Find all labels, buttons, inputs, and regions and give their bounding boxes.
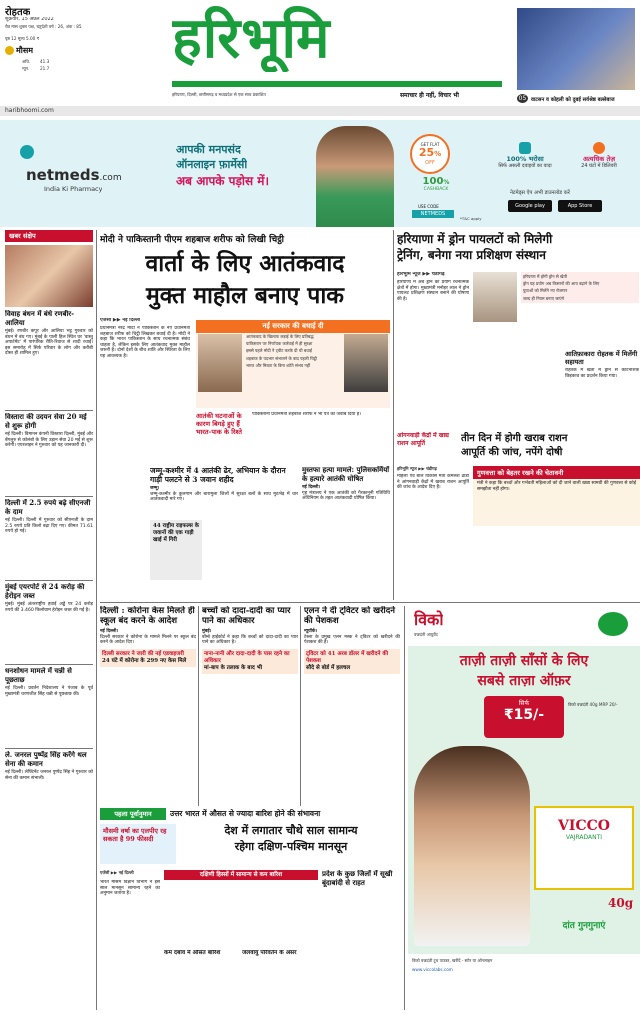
download-text: नेटमेड्स ऐप अभी डाउनलोड करें bbox=[510, 190, 570, 196]
monsoon-sub-headline: दक्षिणी हिस्सों में सामान्य से कम बारिश bbox=[164, 870, 318, 880]
jk-side-title: 44 राष्ट्रीय राइफल्स के जवानों की एक गाड़ी खाई में गिरी bbox=[153, 523, 200, 543]
drone-headline-line1: हरियाणा में ड्रोन पायलटों को मिलेगी bbox=[397, 232, 553, 246]
max-label: अधि. bbox=[22, 59, 31, 64]
vicco-head2: सबसे ताज़ा ऑफ़र bbox=[477, 673, 571, 689]
sidebar-item-text: नई दिल्ली। प्रवर्तन निदेशालय ने पंजाब के पूर्व मुख्यमंत्री चरणजीत सिंह चन्नी से पूछताछ की। bbox=[5, 686, 93, 697]
city: रोहतक bbox=[5, 7, 31, 18]
pak-text: पाकिस्तानी प्रधानमंत्री शहबाज शरीफ ने भी पत्र का जवाब दिया है। bbox=[252, 412, 361, 417]
tc-note: *T&C apply bbox=[460, 216, 482, 221]
min-label: न्यून. bbox=[22, 66, 30, 71]
vicco-product-sub: VAJRADANTI bbox=[565, 834, 603, 841]
twitter-byline: न्यूयॉर्क। bbox=[304, 629, 318, 634]
lead-headline-line2: मुक्त माहौल बनाए पाक bbox=[146, 282, 344, 309]
sidebar-item-title: ले. जनरल पुष्पेंद्र सिंह करेंगे थल सेना की कमान bbox=[5, 751, 87, 768]
delhi-byline: नई दिल्ली। bbox=[100, 629, 119, 634]
sidebar-item-text: मुंबई। रणबीर कपूर और आलिया भट्ट गुरुवार को बंधन में बंध गए। मुंबई के पाली हिल स्थित घर 'वास्तु अपार्टमेंट' में पारंपरिक रीति-रिवाज से शादी रचाई। इस समारोह में सिर्फ परिवार के लोग और करीबी दोस्त ही शामिल हुए। bbox=[5, 329, 93, 357]
min-temp: 21.7 bbox=[40, 66, 50, 71]
jk-headline: जम्मू-कश्मीर में 4 आतंकी ढेर, अभियान के दौरान गाड़ी पलटने से 3 जवान शहीद bbox=[150, 466, 286, 484]
date: शुक्रवार, 15 अप्रैल 2022 bbox=[5, 17, 54, 22]
twitter-body: टेस्ला के प्रमुख एलन मस्क ने ट्विटर को खरीदने की पेशकश की है। bbox=[304, 634, 400, 646]
jk-side-box bbox=[150, 520, 202, 580]
jk-byline: जम्मू। bbox=[150, 486, 160, 491]
delhi-box-text2: 24 घंटे में कोरोना के 299 नए केस मिले bbox=[102, 657, 187, 664]
lead-quote: आतंकी घटनाओं के कारण बिगड़े हुए हैं भारत-पाक के रिश्ते bbox=[196, 412, 243, 436]
mustafa-body: गृह मंत्रालय ने एक आतंकी को गैरकानूनी गतिविधि अधिनियम के तहत आतंकवादी घोषित किया। bbox=[302, 490, 390, 502]
sidebar-item-text: नई दिल्ली। विमानन कंपनी विस्तारा दिल्ली, मुंबई और बेंगलुरु से कोलंबो के लिए उड़ान सेवा 20 मई से शुरू करेगी। एयरलाइन ने गुरुवार को यह जानकारी दी। bbox=[5, 432, 93, 449]
sidebar-photo bbox=[5, 245, 93, 307]
vicco-ad[interactable] bbox=[408, 606, 640, 1010]
twitter-box-text2: सौदे से बोर्ड में हलचल bbox=[306, 664, 351, 671]
vicco-mrp: विको वज्रदंती 40g MRP 20/- bbox=[568, 702, 618, 707]
drone-story[interactable] bbox=[397, 230, 640, 430]
grandparents-story[interactable] bbox=[202, 606, 298, 806]
vicco-header bbox=[408, 606, 640, 646]
badge-trust bbox=[495, 142, 555, 169]
weather-label: मौसम bbox=[16, 46, 34, 55]
monsoon-kicker: उत्तर भारत में औसत से ज्यादा बारिश होने की संभावना bbox=[170, 809, 321, 818]
weather-icon bbox=[5, 46, 14, 55]
badge2-text: 24 घंटों में डिलिवरी bbox=[581, 163, 617, 169]
badge1-text: सिर्फ असली दवाइयों का वादा bbox=[498, 163, 552, 169]
monsoon-byline: एजेंसी ▶▶ नई दिल्ली bbox=[100, 870, 134, 875]
sidebar-item-title: विवाह बंधन में बंधे रणबीर-आलिया bbox=[5, 310, 75, 327]
jk-body: जम्मू-कश्मीर के कुलगाम और बारामुला जिलों में सुरक्षा बलों के साथ मुठभेड़ में चार आतंकवादी मारे गए। bbox=[150, 491, 298, 503]
twitter-box bbox=[304, 649, 400, 674]
lead-box-points bbox=[246, 334, 342, 368]
sidebar-item[interactable] bbox=[5, 310, 93, 408]
teaser-text[interactable]: वाटसन व कोहली को दुबई सर्वश्रेष्ठ बल्लेबाज bbox=[531, 97, 615, 103]
vicco-price-badge bbox=[484, 696, 564, 738]
monsoon-headline-line2: रहेगा दक्षिण-पश्चिम मानसून bbox=[234, 840, 348, 853]
lead-box-point: शहबाज के पदभार संभालने के बाद पहली चिट्ठी bbox=[246, 355, 317, 361]
vicco-head1: ताज़ी ताज़ी साँसों के लिए bbox=[459, 653, 589, 669]
drone-headline-line2: ट्रेनिंग, बनेगा नया प्रशिक्षण संस्थान bbox=[397, 248, 546, 262]
delhi-covid-story[interactable] bbox=[100, 606, 196, 806]
ration-box-text: मंत्री ने कहा कि बच्चों और गर्भवती महिलाओं को दी जाने वाली खाद्य सामग्री की गुणवत्ता से कोई समझौता नहीं होगा। bbox=[477, 481, 636, 492]
sidebar-item-text: मुंबई। मुंबई अंतरराष्ट्रीय हवाई अड्डे पर 24 करोड़ रुपये की 3.460 किलोग्राम हेरोइन जब्त की गई है। bbox=[5, 602, 93, 613]
google-play-button[interactable]: Google play bbox=[508, 200, 552, 212]
teaser-photo bbox=[517, 8, 635, 90]
grandparents-headline: बच्चों को दादा-दादी का प्यार पाने का अधिकार bbox=[202, 606, 291, 626]
use-code: USE CODE bbox=[418, 204, 439, 209]
website-link[interactable]: haribhoomi.com bbox=[5, 107, 54, 114]
monsoon-promo-text: मौसमी वर्षा का एलपीए रह सकता है 99 फीसदी bbox=[103, 827, 167, 843]
shield-icon bbox=[519, 142, 531, 154]
sidebar-item[interactable] bbox=[5, 583, 93, 663]
vicco-slogan: दांत गुनगुनाएं bbox=[562, 921, 606, 931]
hindi-date: चैत्र मास शुक्ल पक्ष, चतुर्दशी वर्ष : 26, अंक : 85 bbox=[5, 24, 82, 29]
delhi-box-text: दिल्ली सरकार ने जारी की नई एडवाइजरी bbox=[102, 650, 184, 657]
twitter-story[interactable] bbox=[304, 606, 400, 806]
ration-box bbox=[473, 466, 640, 526]
sidebar-item-title: दिल्ली में 2.5 रुपये बढ़े सीएनजी के दाम bbox=[5, 499, 91, 516]
monsoon-col2-title: जलवायु परिवर्तन के असर bbox=[242, 950, 297, 956]
clock-icon bbox=[593, 142, 605, 154]
vicco-price-label: सिर्फ bbox=[518, 700, 530, 707]
vicco-product: VICCO bbox=[558, 818, 610, 834]
lead-box-title: नई सरकार की बधाई दी bbox=[196, 320, 390, 333]
badge-speed bbox=[565, 142, 633, 169]
slogan: समाचार ही नहीं, विचार भी bbox=[400, 92, 459, 99]
cashback-label: CASHBACK bbox=[423, 187, 449, 192]
badge1-title: 100% भरोसा bbox=[506, 155, 544, 163]
drone-sub-text: रोहतक में खेतों में ड्रोन से कीटनाशक छिड़काव का प्रदर्शन किया गया। bbox=[565, 368, 639, 379]
website-bar[interactable] bbox=[0, 106, 640, 116]
logo: हरिभूमि bbox=[172, 5, 331, 71]
badge2-title: अत्यधिक तेज़ bbox=[582, 155, 616, 163]
grandparents-box-text2: मां-बाप के तलाक के बाद भी bbox=[204, 664, 262, 671]
netmeds-sub: India Ki Pharmacy bbox=[44, 185, 103, 193]
sidebar-item-title: धनशोधन मामले में चन्नी से पूछताछ bbox=[5, 667, 72, 684]
grandparents-body: बॉम्बे हाईकोर्ट ने कहा कि बच्चों को दादा-दादी का प्यार पाने का अधिकार है। bbox=[202, 634, 298, 646]
monsoon-col3-title: प्रदेश के कुछ जिलों में सूखी बूंदाबांदी से राहत bbox=[322, 870, 393, 887]
monsoon-headline-line1: देश में लगातार चौथे साल सामान्य bbox=[224, 824, 358, 837]
drone-body: हरियाणा में अब ड्रोन का प्रयोग रचनात्मक क्षेत्रों में होगा। मुख्यमंत्री मनोहर लाल ने ड्रोन पायलट प्रशिक्षण संस्थान बनाने की घोषणा की है। bbox=[397, 280, 469, 302]
drone-point: जल्द ही नियम बनाए जाएंगे bbox=[523, 295, 565, 301]
percent-sign: % bbox=[434, 150, 442, 158]
vicco-pack bbox=[534, 806, 634, 890]
sidebar-item[interactable] bbox=[5, 667, 93, 747]
ad-line3: अब आपके पड़ोस में। bbox=[176, 174, 270, 188]
teaser-page-badge: 05 bbox=[518, 95, 527, 102]
grandparents-box bbox=[202, 649, 298, 674]
lead-byline: एजेंसी ▶▶ नई दिल्ली bbox=[100, 318, 141, 323]
delhi-box bbox=[100, 649, 196, 667]
vicco-footer bbox=[408, 954, 640, 1010]
lead-box-point: इससे पहले मोदी ने ट्वीट करके दी थी बधाई bbox=[246, 348, 312, 354]
ration-byline: हरिभूमि न्यूज ▶▶ चंडीगढ़ bbox=[397, 466, 437, 471]
monsoon-tag: पहला पूर्वानुमान bbox=[100, 808, 166, 820]
ad-line2: ऑनलाइन फ़ार्मेसी bbox=[176, 158, 248, 171]
vicco-weight: 40g bbox=[608, 896, 634, 910]
netmeds-logo-icon bbox=[20, 145, 34, 159]
ration-headline-line2: आपूर्ति की जांच, नपेंगे दोषी bbox=[461, 447, 563, 458]
sidebar-item-text: नई दिल्ली। दिल्ली में गुरुवार को सीएनजी के दाम 2.5 रुपये प्रति किलो बढ़ा दिए गए। कीमत 71.61 रुपये हो गई। bbox=[5, 518, 93, 535]
mustafa-byline: नई दिल्ली। bbox=[302, 485, 321, 490]
ad-model-photo bbox=[316, 126, 394, 227]
twitter-headline: एलन ने दी ट्विटर को खरीदने की पेशकश bbox=[304, 606, 395, 626]
app-store-button[interactable]: App Store bbox=[558, 200, 602, 212]
drone-byline: हरिभूमि न्यूज ▶▶ चंडीगढ़ bbox=[397, 272, 445, 277]
netmeds-brand: netmeds.com bbox=[26, 166, 122, 184]
delhi-headline: दिल्ली : कोरोना केस मिलते ही स्कूल बंद करने के आदेश bbox=[100, 606, 195, 626]
sidebar-header: खबर संक्षेप bbox=[5, 230, 93, 242]
offer-circle bbox=[410, 134, 450, 174]
max-temp: 41.3 bbox=[40, 59, 50, 64]
logo-bar bbox=[172, 81, 502, 87]
sidebar-item-title: मुंबई एयरपोर्ट से 24 करोड़ की हेरोइन जब्त bbox=[5, 583, 85, 600]
lead-box bbox=[196, 320, 390, 408]
ad-line1: आपकी मनपसंद bbox=[176, 143, 241, 156]
vicco-leaf-icon bbox=[598, 612, 628, 636]
drone-point: ड्रोन यह प्रयोग अब किसानों की आय बढ़ाने के लिए bbox=[523, 281, 600, 287]
vicco-price: ₹15/- bbox=[503, 707, 545, 723]
cashback-circle: 100% CASHBACK bbox=[418, 176, 454, 204]
masthead bbox=[0, 0, 640, 118]
vicco-brand: विको bbox=[414, 610, 444, 629]
ration-story[interactable] bbox=[397, 432, 640, 600]
drone-points bbox=[521, 272, 639, 303]
sidebar-item-title: विस्तारा की उदयन सेवा 20 मई से शुरू होगी bbox=[5, 413, 87, 430]
mustafa-headline: मुस्तफा हत्या मामले: पुलिसकर्मियों के हत्यारे आतंकी घोषित bbox=[302, 466, 390, 483]
vicco-footer-link[interactable]: www.viccolabs.com bbox=[412, 967, 453, 973]
mustafa-story[interactable] bbox=[302, 466, 390, 600]
vicco-footer-text: विको वज्रदंती टूथ पाउडर, खरीदें - स्टोर या ऑनलाइन bbox=[412, 958, 493, 963]
grandparents-byline: मुंबई। bbox=[202, 629, 212, 634]
vicco-brand-sub: वज्रदंती आयुर्वेद bbox=[414, 632, 438, 637]
off-value: 25 bbox=[418, 146, 435, 159]
drone-point: युवाओं को मिलेंगे नए रोजगार bbox=[523, 288, 568, 294]
lead-headline-line1: वार्ता के लिए आतंकवाद bbox=[145, 250, 345, 277]
delhi-body: दिल्ली सरकार ने कोरोना के मामले मिलने पर स्कूल बंद करने के आदेश दिए। bbox=[100, 634, 196, 646]
ration-headline-line1: तीन दिन में होगी खराब राशन bbox=[461, 433, 568, 444]
sidebar-item[interactable] bbox=[5, 499, 93, 579]
lead-box-point: आतंकवाद के खिलाफ लड़ाई के लिए प्रतिबद्ध bbox=[246, 334, 314, 339]
vicco-model-photo bbox=[414, 746, 530, 946]
netmeds-ad[interactable] bbox=[0, 120, 640, 227]
monsoon-story[interactable] bbox=[100, 808, 402, 1010]
grandparents-box-text: नाना-नानी और दादा-दादी के पास रहने का अधिकार bbox=[204, 650, 290, 664]
ration-tag: आंगनवाड़ी केंद्रों में खाद्य राशन आपूर्ति bbox=[397, 432, 449, 447]
drone-point: हरियाणा में होगी ड्रोन से खेती bbox=[523, 274, 567, 279]
lead-box-point: भारत और मित्रता के बिना शांति संभव नहीं bbox=[246, 362, 311, 368]
tagline: हरियाणा, दिल्ली, छत्तीसगढ़ व मध्यप्रदेश से एक साथ प्रकाशित bbox=[172, 92, 266, 97]
modi-photo bbox=[198, 334, 242, 392]
promo-code[interactable]: NETMEDS bbox=[412, 210, 454, 218]
get-flat: GET FLAT bbox=[420, 142, 440, 147]
sidebar bbox=[5, 230, 93, 1010]
pages: पृष्ठ 12 मूल्य 5.00 ₹ bbox=[5, 36, 40, 41]
drone-sub-title: आतिफ़ाकारा रोहतक में मिलेंगी सहायता bbox=[565, 350, 638, 366]
lead-box-point: पाकिस्तान पर निर्णायक कार्रवाई में ही सुरक्षा bbox=[246, 341, 313, 347]
off-label: OFF bbox=[425, 160, 435, 166]
monsoon-col1-title: कम दबाव में औसत बारिश bbox=[164, 950, 221, 956]
lead-body: प्रधानमंत्री नरेंद्र मोदी ने पाकिस्तान के नए प्रधानमंत्री शहबाज शरीफ को चिट्ठी लिखकर बधाई दी है। मोदी ने कहा कि भारत पाकिस्तान के साथ रचनात्मक संबंध चाहता है, लेकिन इसके लिए आतंकवाद मुक्त माहौल जरूरी है। दोनों देशों के बीच शांति और स्थिरता के लिए यह आवश्यक है। bbox=[100, 326, 190, 359]
lead-kicker: मोदी ने पाकिस्तानी पीएम शहबाज शरीफ को लिखी चिट्ठी bbox=[100, 235, 284, 245]
cm-photo bbox=[473, 272, 517, 322]
cashback-value: 100 bbox=[422, 176, 444, 187]
monsoon-body: भारत मौसम विज्ञान विभाग ने इस साल मानसून सामान्य रहने का अनुमान जताया है। bbox=[100, 880, 160, 897]
ration-body: महिला एवं बाल विकास मंत्री कमलेश ढांडा ने आंगनवाड़ी केंद्रों में खराब राशन आपूर्ति की जांच के आदेश दिए हैं। bbox=[397, 474, 469, 491]
sidebar-item[interactable] bbox=[5, 413, 93, 495]
sidebar-item[interactable] bbox=[5, 751, 93, 841]
sidebar-item-text: नई दिल्ली। लेफ्टिनेंट जनरल पुष्पेंद्र सिंह ने गुरुवार को सेना की कमान संभाली। bbox=[5, 770, 93, 781]
twitter-box-text: ट्विटर को 41 अरब डॉलर में खरीदने की पेशकश bbox=[306, 650, 389, 664]
shehbaz-photo bbox=[344, 334, 388, 392]
monsoon-promo bbox=[100, 824, 176, 864]
ration-box-title: गुणवत्ता को बेहतर रखने की चेतावनी bbox=[473, 466, 640, 479]
